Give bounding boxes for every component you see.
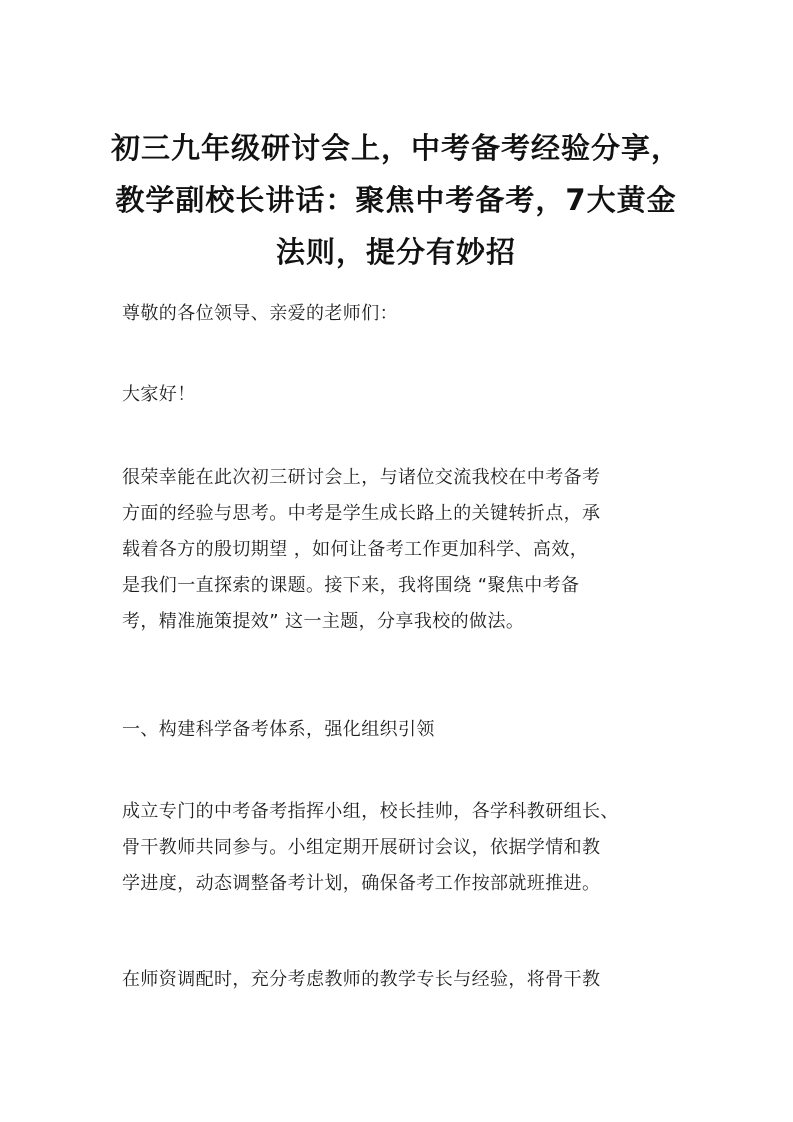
intro-paragraph: [122, 460, 674, 640]
paragraph-line: 载着各方的殷切期望 ，如何让备考工作更加科学、高效，: [122, 539, 589, 560]
section-paragraph: [122, 794, 674, 902]
paragraph-line: 骨干教师共同参与。小组定期开展研讨会议，依据学情和教: [122, 837, 601, 858]
section-heading: 一、构建科学备考体系，强化组织引领: [122, 719, 435, 740]
salutation: 尊敬的各位领导、亲爱的老师们：: [122, 303, 398, 324]
paragraph-line: 方面的经验与思考。中考是学生成长路上的关键转折点，承: [122, 503, 601, 524]
paragraph-line: 考，精准施策提效” 这一主题，分享我校的做法。: [122, 611, 525, 632]
paragraph-line: 在师资调配时，充分考虑教师的教学专长与经验，将骨干教: [122, 969, 601, 990]
title-line: 法则，提分有妙招: [275, 235, 516, 269]
paragraph-line: 是我们一直探索的课题。接下来，我将围绕 “聚焦中考备: [122, 575, 580, 596]
title-line: 教学副校长讲话：聚焦中考备考，7大黄金: [115, 183, 677, 217]
paragraph-line: 成立专门的中考备考指挥小组，校长挂帅，各学科教研组长、: [122, 801, 619, 822]
document-title: [110, 122, 682, 278]
greeting: 大家好！: [122, 384, 196, 405]
section-paragraph: [122, 962, 674, 998]
paragraph-line: 学进度，动态调整备考计划，确保备考工作按部就班推进。: [122, 873, 601, 894]
title-line: 初三九年级研讨会上，中考备考经验分享，: [110, 131, 681, 165]
paragraph-line: 很荣幸能在此次初三研讨会上，与诸位交流我校在中考备考: [122, 467, 601, 488]
